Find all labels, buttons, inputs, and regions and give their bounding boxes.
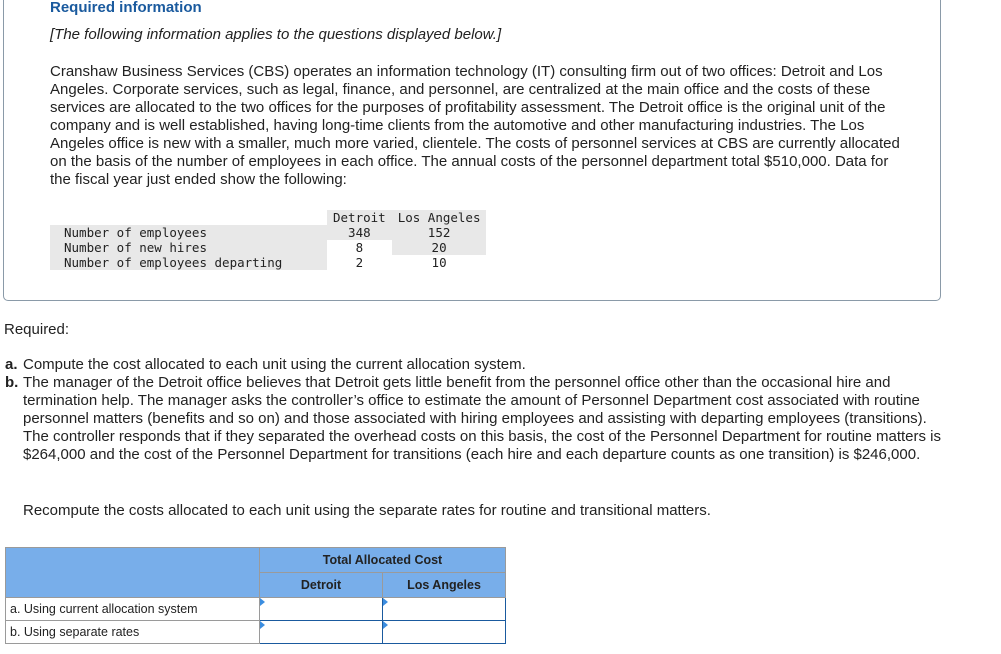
input-marker-icon (383, 598, 388, 606)
required-information-panel (3, 0, 941, 301)
scenario-paragraph: Cranshaw Business Services (CBS) operates an information technology (IT) consulting firm out of two offices: Detroit and Los Angeles. Corporate services, such as legal, finance, and personnel, are centralized at the main office and the costs of these services are allocated to the two offices for the purposes of profitability assessment. The Detroit office is the original unit of the company and is well established, having long-time clients from the automotive and other manufacturing industries. The Los Angeles office is new with a smaller, much more varied, clientele. The costs of personnel services at CBS are currently allocated on the basis of the number of employees in each office. The annual costs of the personnel department total $510,000. Data for the fiscal year just ended show the following: (50, 63, 900, 188)
applies-note: [The following information applies to the questions displayed below.] (50, 26, 502, 43)
input-marker-icon (260, 621, 265, 629)
answer-table (5, 547, 506, 644)
answer-cell-a-los-angeles[interactable] (383, 598, 506, 621)
row-label: a. Using current allocation system (6, 598, 260, 621)
requirement-text: Compute the cost allocated to each unit using the current allocation system. (23, 356, 526, 373)
requirement-a (5, 356, 950, 374)
cell-detroit: 8 (327, 240, 392, 255)
requirement-letter: a. (5, 356, 18, 373)
cell-los-angeles: 152 (392, 225, 487, 240)
col-header-los-angeles: Los Angeles (392, 210, 487, 225)
row-label: Number of employees (50, 225, 327, 240)
required-label: Required: (4, 321, 70, 338)
requirements-list (5, 356, 950, 464)
input-marker-icon (383, 621, 388, 629)
answer-cell-b-detroit[interactable] (260, 621, 383, 644)
row-label: b. Using separate rates (6, 621, 260, 644)
requirement-letter: b. (5, 374, 19, 391)
cell-los-angeles: 20 (392, 240, 487, 255)
required-information-heading: Required information (50, 0, 202, 16)
cell-los-angeles: 10 (431, 255, 447, 270)
input-marker-icon (260, 598, 265, 606)
answer-cell-b-los-angeles[interactable] (383, 621, 506, 644)
table-row (50, 255, 486, 270)
table-row (50, 225, 486, 240)
answer-cell-a-detroit[interactable] (260, 598, 383, 621)
row-label: Number of new hires (50, 240, 327, 255)
employee-data-table (50, 210, 486, 270)
total-allocated-cost-header: Total Allocated Cost (260, 548, 506, 573)
answer-input-b-detroit[interactable] (260, 621, 382, 643)
answer-table-corner (6, 548, 260, 598)
col-header-detroit: Detroit (260, 573, 383, 598)
requirement-text: The manager of the Detroit office believes that Detroit gets little benefit from the personnel office other than the occasional hire and termination help. The manager asks the controller’s office to estimate the amount of Personnel Department cost associated with routine personnel matters (benefits and so on) and those associated with hiring employees and assisting with departing employees (transitions). The controller responds that if they separated the overhead costs on this basis, the cost of the Personnel Department for routine matters is $264,000 and the cost of the Personnel Department for transitions (each hire and each departure counts as one transition) is $246,000. (23, 374, 941, 463)
table-row (6, 621, 506, 644)
cell-detroit: 348 (327, 225, 392, 240)
requirement-b (5, 374, 950, 464)
answer-input-b-los-angeles[interactable] (383, 621, 505, 643)
cell-detroit: 2 (355, 255, 364, 270)
table-row (6, 598, 506, 621)
answer-input-a-detroit[interactable] (260, 598, 382, 620)
col-header-detroit: Detroit (327, 210, 392, 225)
col-header-los-angeles: Los Angeles (383, 573, 506, 598)
recompute-instruction: Recompute the costs allocated to each unit using the separate rates for routine and transitional matters. (23, 502, 711, 519)
row-label: Number of employees departing (50, 255, 327, 270)
answer-input-a-los-angeles[interactable] (383, 598, 505, 620)
table-row (50, 240, 486, 255)
